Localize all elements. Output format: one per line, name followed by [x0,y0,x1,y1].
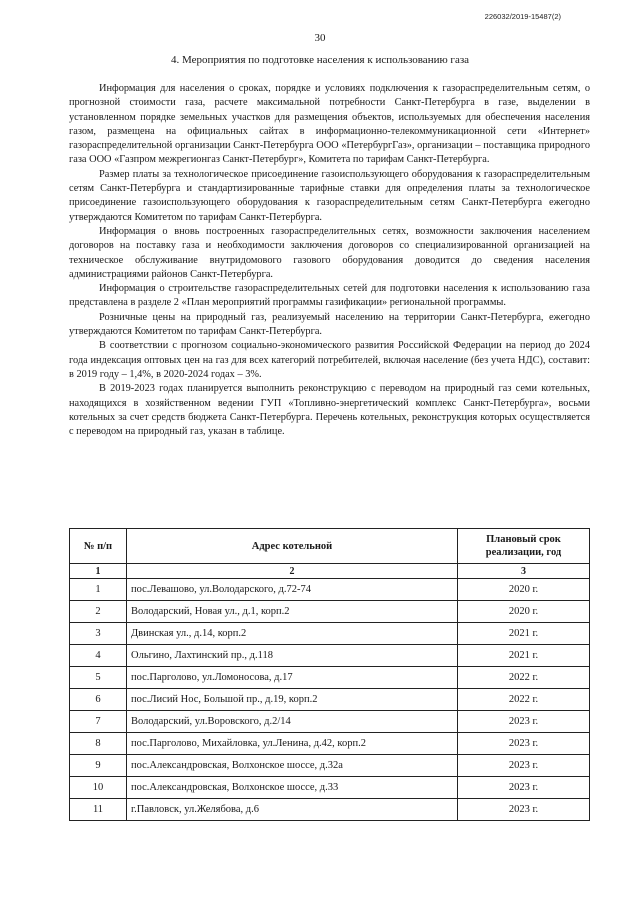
table-row [70,601,590,623]
row-number-cell: 10 [70,777,127,799]
section-heading: 4. Мероприятия по подготовке населения к использованию газа [170,54,470,66]
row-number-cell: 3 [70,623,127,645]
row-address-cell: пос.Александровская, Волхонское шоссе, д.33 [127,777,458,799]
row-deadline-cell: 2023 г. [458,755,590,777]
row-number-cell: 8 [70,733,127,755]
row-address-cell: пос.Парголово, Михайловка, ул.Ленина, д.42, корп.2 [127,733,458,755]
row-deadline-cell: 2023 г. [458,799,590,821]
paragraph: Информация о строительстве газораспределительных сетей для подготовки населения к использованию газа представлена в разделе 2 «План мероприятий программы газификации» региональной программы. [69,283,590,309]
row-deadline-cell: 2023 г. [458,733,590,755]
paragraph: Информация о вновь построенных газораспределительных сетях, возможности заключения населением договоров на поставку газа и необходимости заключения договоров со специализированной организацией на техническое обслуживание внутридомового газового оборудования доводится до сведения населения администрациями районов Санкт-Петербурга. [69,225,590,280]
table-row [70,777,590,799]
row-deadline-cell: 2021 г. [458,623,590,645]
row-address-cell: пос.Александровская, Волхонское шоссе, д.32а [127,755,458,777]
table-row [70,579,590,601]
paragraph: Информация для населения о сроках, порядке и условиях подключения к газораспределительным сетям, о прогнозной стоимости газа, расчете максимальной потребности Санкт-Петербурга в газе, выделении в установленном порядке земельных участков для размещения объектов, используемых для обеспечения населения газом, размещена на официальных сайтах в информационно-телекоммуникационной сети «Интернет» газораспределительной организации Санкт-Петербурга ООО «ПетербургГаз», организации – поставщика природного газа ООО «Газпром межрегионгаз Санкт-Петербург», Комитета по тарифам Санкт-Петербурга. [69,83,590,166]
table-row [70,733,590,755]
table-row [70,645,590,667]
table-row [70,711,590,733]
table-header-row [70,529,590,564]
paragraph: Розничные цены на природный газ, реализуемый населению на территории Санкт-Петербурга, ежегодно утверждаются Комитетом по тарифам Санкт-Петербурга. [69,311,590,338]
row-number-cell: 11 [70,799,127,821]
header-address: Адрес котельной [127,529,458,564]
page-number: 30 [314,32,326,44]
table-index-row [70,564,590,579]
table-row [70,689,590,711]
index-cell: 2 [127,564,458,579]
row-deadline-cell: 2022 г. [458,667,590,689]
row-deadline-cell: 2023 г. [458,777,590,799]
paragraph: В соответствии с прогнозом социально-экономического развития Российской Федерации на период до 2024 года индексация оптовых цен на газ для всех категорий потребителей, включая население (без учета НДС), составит: в 2019 году – 1,4%, в 2020-2024 годах – 3%. [69,340,590,380]
row-number-cell: 5 [70,667,127,689]
document-id: 226032/2019-15487(2) [484,12,561,21]
body-text [69,82,590,439]
row-address-cell: пос.Лисий Нос, Большой пр., д.19, корп.2 [127,689,458,711]
row-number-cell: 7 [70,711,127,733]
row-deadline-cell: 2021 г. [458,645,590,667]
row-deadline-cell: 2020 г. [458,579,590,601]
table-row [70,667,590,689]
row-number-cell: 9 [70,755,127,777]
row-address-cell: Володарский, Новая ул., д.1, корп.2 [127,601,458,623]
row-address-cell: г.Павловск, ул.Желябова, д.6 [127,799,458,821]
row-address-cell: пос.Парголово, ул.Ломоносова, д.17 [127,667,458,689]
row-number-cell: 4 [70,645,127,667]
row-number-cell: 1 [70,579,127,601]
row-number-cell: 6 [70,689,127,711]
row-address-cell: Двинская ул., д.14, корп.2 [127,623,458,645]
row-number-cell: 2 [70,601,127,623]
row-address-cell: пос.Левашово, ул.Володарского, д.72-74 [127,579,458,601]
paragraph: Размер платы за технологическое присоединение газоиспользующего оборудования к газораспределительным сетям Санкт-Петербурга и стандартизированные тарифные ставки для определения платы за технологическое присоединение газоиспользующего оборудования к газораспределительным сетям Санкт-Петербурга ежегодно утверждаются Комитетом по тарифам Санкт-Петербурга. [69,168,590,223]
boiler-table [69,528,590,821]
index-cell: 1 [70,564,127,579]
row-deadline-cell: 2020 г. [458,601,590,623]
row-deadline-cell: 2023 г. [458,711,590,733]
header-deadline: Плановый срок реализации, год [458,529,590,564]
paragraph: В 2019-2023 годах планируется выполнить реконструкцию с переводом на природный газ семи котельных, находящихся в хозяйственном ведении ГУП «Топливно-энергетический комплекс Санкт-Петербурга», восьми котельных за счет средств бюджета Санкт-Петербурга. Перечень котельных, реконструкция которых осуществляется с переводом на природный газ, указан в таблице. [69,383,590,438]
table-row [70,755,590,777]
table-row [70,799,590,821]
header-number: № п/п [70,529,127,564]
index-cell: 3 [458,564,590,579]
row-address-cell: Володарский, ул.Воровского, д.2/14 [127,711,458,733]
row-deadline-cell: 2022 г. [458,689,590,711]
table-row [70,623,590,645]
row-address-cell: Ольгино, Лахтинский пр., д.118 [127,645,458,667]
